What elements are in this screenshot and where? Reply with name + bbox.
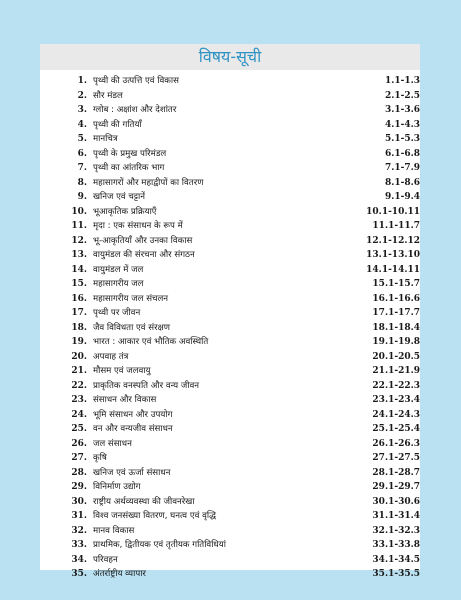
chapter-title: पृथ्वी पर जीवन xyxy=(93,308,141,318)
page-range: 32.1-32.3 xyxy=(372,525,420,536)
toc-entry[interactable] xyxy=(40,118,420,133)
chapter-number: 25. xyxy=(71,424,87,434)
toc-entry[interactable] xyxy=(40,480,420,495)
chapter-number: 7. xyxy=(77,163,87,173)
toc-entry[interactable] xyxy=(40,132,420,147)
chapter-title: संसाधन और विकास xyxy=(93,395,157,405)
toc-entry[interactable] xyxy=(40,379,420,394)
chapter-title: अंतर्राष्ट्रीय व्यापार xyxy=(93,569,146,579)
chapter-number: 12. xyxy=(71,235,87,246)
page-range: 17.1-17.7 xyxy=(372,308,420,318)
page-range: 10.1-10.11 xyxy=(366,206,420,217)
chapter-title: वन और वन्यजीव संसाधन xyxy=(93,424,173,434)
toc-entry[interactable] xyxy=(40,335,420,350)
chapter-title: वायुमंडल में जल xyxy=(93,264,144,275)
page-range: 19.1-19.8 xyxy=(372,337,420,347)
page-range: 25.1-25.4 xyxy=(372,424,420,434)
page-range: 1.1-1.3 xyxy=(384,76,420,86)
page-range: 12.1-12.12 xyxy=(366,235,420,246)
toc-entry[interactable] xyxy=(40,466,420,481)
page-range: 11.1-11.7 xyxy=(372,221,420,231)
page-range: 8.1-8.6 xyxy=(384,177,420,188)
chapter-number: 1. xyxy=(77,76,87,86)
page-range: 30.1-30.6 xyxy=(372,496,420,507)
chapter-title: पृथ्वी की गतियाँ xyxy=(93,119,142,130)
chapter-title: अपवाह तंत्र xyxy=(93,351,129,362)
page-range: 20.1-20.5 xyxy=(372,351,420,362)
contents-page xyxy=(40,44,420,579)
toc-entry[interactable] xyxy=(40,451,420,466)
table-of-contents xyxy=(40,74,420,582)
page-range: 33.1-33.8 xyxy=(372,540,420,550)
page-range: 4.1-4.3 xyxy=(384,119,420,130)
page-range: 21.1-21.9 xyxy=(372,366,420,376)
toc-entry[interactable] xyxy=(40,567,420,582)
page-range: 35.1-35.5 xyxy=(372,569,420,579)
chapter-title: परिवहन xyxy=(93,554,118,565)
chapter-title: पृथ्वी का आंतरिक भाग xyxy=(93,163,165,173)
chapter-number: 27. xyxy=(71,453,87,463)
page-range: 5.1-5.3 xyxy=(384,134,420,144)
chapter-title: मौसम एवं जलवायु xyxy=(93,366,151,376)
page-range: 34.1-34.5 xyxy=(372,554,420,565)
chapter-number: 8. xyxy=(77,177,87,188)
toc-entry[interactable] xyxy=(40,292,420,307)
chapter-number: 35. xyxy=(71,569,87,579)
chapter-title: पृथ्वी की उत्पत्ति एवं विकास xyxy=(93,76,179,86)
chapter-number: 11. xyxy=(71,221,87,231)
chapter-number: 10. xyxy=(71,206,87,217)
chapter-title: मानचित्र xyxy=(93,134,118,144)
chapter-title: खनिज एवं ऊर्जा संसाधन xyxy=(93,467,171,478)
toc-entry[interactable] xyxy=(40,364,420,379)
chapter-title: महासागरीय जल xyxy=(93,279,144,289)
page-range: 28.1-28.7 xyxy=(372,467,420,478)
chapter-title: भूआकृतिक प्रक्रियाएँ xyxy=(93,206,157,217)
chapter-number: 6. xyxy=(77,148,87,159)
chapter-number: 20. xyxy=(71,351,87,362)
chapter-number: 32. xyxy=(71,525,87,536)
chapter-number: 16. xyxy=(71,293,87,304)
toc-entry[interactable] xyxy=(40,509,420,524)
chapter-number: 5. xyxy=(77,134,87,144)
toc-entry[interactable] xyxy=(40,393,420,408)
page-range: 31.1-31.4 xyxy=(372,511,420,521)
chapter-number: 17. xyxy=(71,308,87,318)
toc-entry[interactable] xyxy=(40,205,420,220)
chapter-number: 31. xyxy=(71,511,87,521)
toc-entry[interactable] xyxy=(40,74,420,89)
chapter-title: भूमि संसाधन और उपयोग xyxy=(93,409,173,420)
toc-entry[interactable] xyxy=(40,495,420,510)
page-range: 7.1-7.9 xyxy=(384,163,420,173)
chapter-title: महासागरों और महाद्वीपों का वितरण xyxy=(93,177,204,188)
page-range: 2.1-2.5 xyxy=(384,90,420,101)
chapter-title: विनिर्माण उद्योग xyxy=(93,482,141,492)
page-range: 22.1-22.3 xyxy=(372,380,420,391)
chapter-number: 3. xyxy=(77,105,87,115)
chapter-title: पृथ्वी के प्रमुख परिमंडल xyxy=(93,148,167,159)
page-range: 3.1-3.6 xyxy=(384,105,420,115)
chapter-title: वायुमंडल की संरचना और संगठन xyxy=(93,250,195,260)
page-range: 14.1-14.11 xyxy=(366,264,420,275)
chapter-number: 19. xyxy=(71,337,87,347)
chapter-title: राष्ट्रीय अर्थव्यवस्था की जीवनरेखा xyxy=(93,496,195,507)
chapter-number: 29. xyxy=(71,482,87,492)
page-range: 27.1-27.5 xyxy=(372,453,420,463)
chapter-title: मृदा : एक संसाधन के रूप में xyxy=(93,221,183,231)
chapter-number: 24. xyxy=(71,409,87,420)
page-range: 29.1-29.7 xyxy=(372,482,420,492)
toc-entry[interactable] xyxy=(40,176,420,191)
page-range: 26.1-26.3 xyxy=(372,438,420,449)
chapter-number: 21. xyxy=(71,366,87,376)
page-range: 23.1-23.4 xyxy=(372,395,420,405)
chapter-number: 33. xyxy=(71,540,87,550)
chapter-number: 2. xyxy=(77,90,87,101)
chapter-title: कृषि xyxy=(93,453,107,463)
toc-entry[interactable] xyxy=(40,321,420,336)
chapter-number: 18. xyxy=(71,322,87,333)
chapter-number: 30. xyxy=(71,496,87,507)
chapter-title: विश्व जनसंख्या वितरण, घनत्व एवं वृद्धि xyxy=(93,511,216,521)
toc-entry[interactable] xyxy=(40,350,420,365)
chapter-title: भू-आकृतियाँ और उनका विकास xyxy=(93,235,193,246)
toc-entry[interactable] xyxy=(40,219,420,234)
toc-entry[interactable] xyxy=(40,422,420,437)
toc-entry[interactable] xyxy=(40,147,420,162)
toc-entry[interactable] xyxy=(40,408,420,423)
toc-entry[interactable] xyxy=(40,190,420,205)
chapter-number: 23. xyxy=(71,395,87,405)
toc-entry[interactable] xyxy=(40,306,420,321)
toc-entry[interactable] xyxy=(40,263,420,278)
page-range: 18.1-18.4 xyxy=(372,322,420,333)
chapter-number: 4. xyxy=(77,119,87,130)
chapter-title: सौर मंडल xyxy=(93,90,123,101)
page-range: 16.1-16.6 xyxy=(372,293,420,304)
chapter-number: 15. xyxy=(71,279,87,289)
page-range: 24.1-24.3 xyxy=(372,409,420,420)
chapter-title: प्राकृतिक वनस्पति और वन्य जीवन xyxy=(93,380,200,391)
chapter-number: 14. xyxy=(71,264,87,275)
chapter-title: ग्लोब : अक्षांश और देशांतर xyxy=(93,105,177,115)
toc-entry[interactable] xyxy=(40,161,420,176)
toc-entry[interactable] xyxy=(40,553,420,568)
chapter-title: प्राथमिक, द्वितीयक एवं तृतीयक गतिविधियां xyxy=(93,540,226,550)
toc-entry[interactable] xyxy=(40,103,420,118)
chapter-title: मानव विकास xyxy=(93,525,135,536)
page-range: 13.1-13.10 xyxy=(366,250,420,260)
toc-entry[interactable] xyxy=(40,524,420,539)
page-range: 6.1-6.8 xyxy=(384,148,420,159)
toc-entry[interactable] xyxy=(40,248,420,263)
toc-entry[interactable] xyxy=(40,277,420,292)
chapter-title: जल संसाधन xyxy=(93,438,132,449)
toc-entry[interactable] xyxy=(40,234,420,249)
chapter-number: 34. xyxy=(71,554,87,565)
chapter-number: 22. xyxy=(71,380,87,391)
chapter-number: 28. xyxy=(71,467,87,478)
chapter-number: 26. xyxy=(71,438,87,449)
chapter-title: जैव विविधता एवं संरक्षण xyxy=(93,322,170,333)
toc-entry[interactable] xyxy=(40,437,420,452)
chapter-title: खनिज एवं चट्टानें xyxy=(93,192,146,202)
chapter-title: भारत : आकार एवं भौतिक अवस्थिति xyxy=(93,337,209,347)
toc-entry[interactable] xyxy=(40,538,420,553)
page-range: 9.1-9.4 xyxy=(384,192,420,202)
chapter-title: महासागरीय जल संचलन xyxy=(93,293,169,304)
toc-entry[interactable] xyxy=(40,89,420,104)
page-range: 15.1-15.7 xyxy=(372,279,420,289)
page-title: विषय-सूची xyxy=(40,44,420,70)
chapter-number: 9. xyxy=(77,192,87,202)
chapter-number: 13. xyxy=(71,250,87,260)
